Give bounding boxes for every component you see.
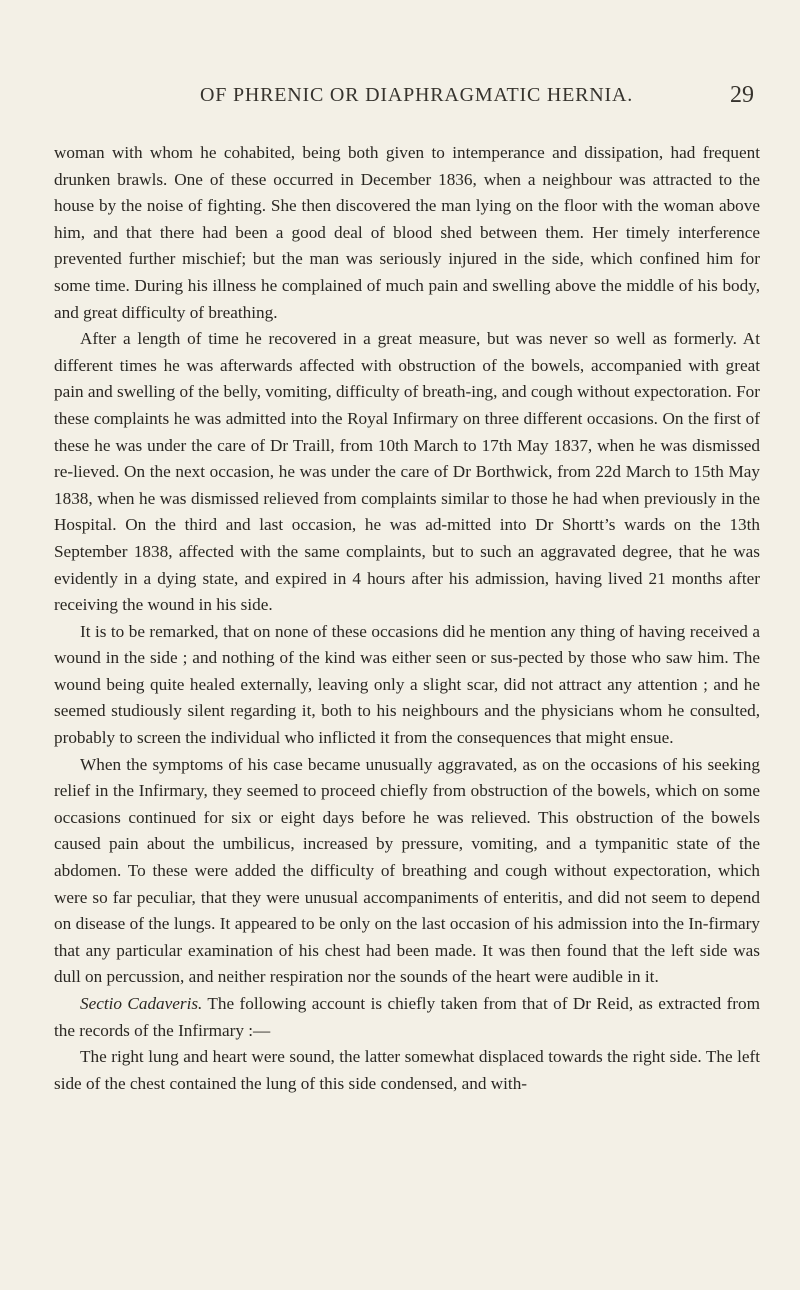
paragraph-wound-remark: It is to be remarked, that on none of these occasions did he mention any thing of having received a wound in the side ; and nothing of the kind was either seen or sus-pected by those who saw him. The wound being quite healed externally, leaving only a slight scar, did not attract any attention ; and he seemed studiously silent regarding it, both to his neighbours and the physicians whom he consulted, probably to screen the individual who inflicted it from the consequences that might ensue. <box>54 621 760 748</box>
section-text: The following account is chiefly taken from that of Dr Reid, as extracted from the records of the Infirmary :— <box>54 994 760 1040</box>
paragraph-recovery: After a length of time he recovered in a great measure, but was never so well as formerly. At different times he was afterwards affected with obstruction of the bowels, accompanied with great pain and swelling of the belly, vomiting, difficulty of breath-ing, and cough without expectoration. For these complaints he was admitted into the Royal Infirmary on three different occasions. On the first of these he was under the care of Dr Traill, from 10th March to 17th May 1837, when he was dismissed re-lieved. On the next occasion, he was under the care of Dr Borthwick, from 22d March to 15th May 1838, when he was dismissed relieved from complaints similar to those he had when previously in the Hospital. On the third and last occasion, he was ad-mitted into Dr Shortt’s wards on the 13th September 1838, affected with the same complaints, but to such an aggravated degree, that he was evidently in a dying state, and expired in 4 hours after his admission, having lived 21 months after receiving the wound in his side. <box>54 329 760 615</box>
page-number: 29 <box>730 82 754 108</box>
paragraph-sectio <box>54 991 760 1044</box>
section-heading: Sectio Cadaveris. <box>80 994 203 1013</box>
paragraph-lungs-heart: The right lung and heart were sound, the latter somewhat displaced towards the right side. The left side of the chest contained the lung of this side condensed, and with- <box>54 1047 760 1093</box>
paragraph-continuation: woman with whom he cohabited, being both given to intemperance and dissipation, had frequent drunken brawls. One of these occurred in December 1836, when a neighbour was attracted to the house by the noise of fighting. She then discovered the man lying on the floor with the woman above him, and that there had been a good deal of blood shed between them. Her timely interference prevented further mischief; but the man was seriously injured in the side, which confined him for some time. During his illness he complained of much pain and swelling above the middle of his body, and great difficulty of breathing. <box>54 143 760 322</box>
paragraph-symptoms: When the symptoms of his case became unusually aggravated, as on the occasions of his seeking relief in the Infirmary, they seemed to proceed chiefly from obstruction of the bowels, which on some occasions continued for six or eight days before he was relieved. This obstruction of the bowels caused pain about the umbilicus, increased by pressure, vomiting, and a tympanitic state of the abdomen. To these were added the difficulty of breathing and cough without expectoration, which were so far peculiar, that they were unusual accompaniments of enteritis, and did not seem to depend on disease of the lungs. It appeared to be only on the last occasion of his admission into the In-firmary that any particular examination of his chest had been made. It was then found that the left side was dull on percussion, and neither respiration nor the sounds of the heart were audible in it. <box>54 754 760 987</box>
running-header <box>0 84 800 124</box>
page-body <box>54 140 760 1097</box>
page-title: OF PHRENIC OR DIAPHRAGMATIC HERNIA. <box>200 84 634 106</box>
